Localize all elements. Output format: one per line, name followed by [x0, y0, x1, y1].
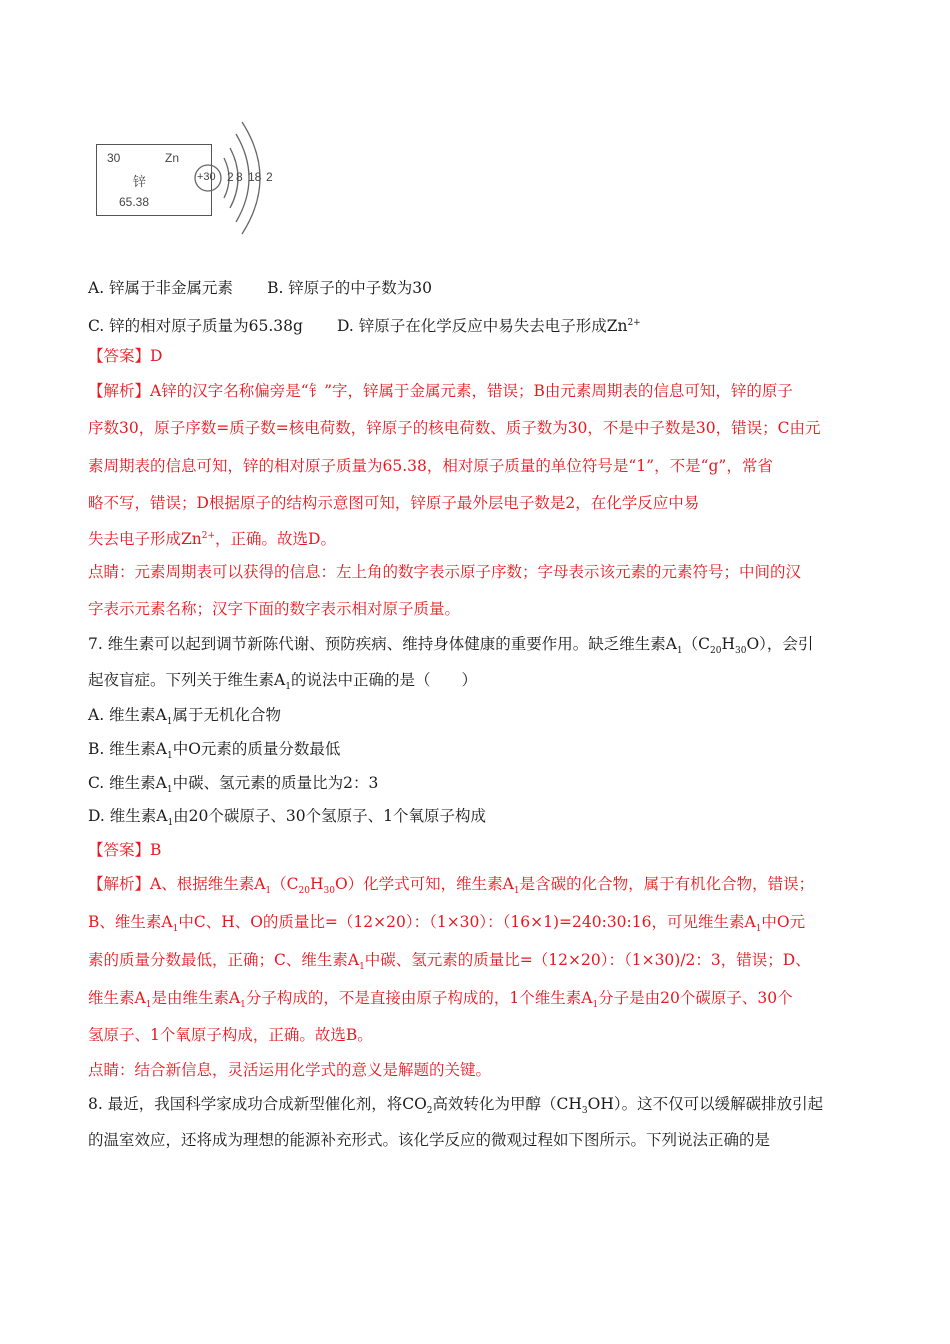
q7-answer: 【答案】B	[88, 841, 162, 859]
q7-analysis-line-2: B、维生素$A_1$中C、H、O的质量比=（12×20）：（1×30）：（16×1)=240:30:16，可见维生素$A_1$中O元	[88, 913, 806, 935]
q7-stem-line-1: 7. 维生素可以起到调节新陈代谢、预防疾病、维持身体健康的重要作用。缺乏维生素$A_1(C_{20}H_{30}O)$，会引	[88, 635, 814, 657]
q6-options-row-2: C. 锌的相对原子质量为65.38g D. 锌原子在化学反应中易失去电子形成$Zn^{2+}$	[88, 317, 641, 336]
q7-analysis-line-1: 【解析】A、根据维生素$A_1(C_{20}H_{30}O)$化学式可知，维生素$A_1$是含碳的化合物，属于有机化合物，错误；	[88, 875, 815, 897]
q6-analysis-line-5: 失去电子形成$Zn^{2+}$，正确。故选D。	[88, 530, 336, 549]
element-symbol: Zn	[165, 151, 180, 165]
shell-2-count: 8	[236, 170, 243, 184]
q7-stem-line-2: 起夜盲症。下列关于维生素$A_1$的说法中正确的是（ ）	[88, 671, 477, 693]
q7-option-c: C. 维生素$A_1$中碳、氢元素的质量比为2：3	[88, 774, 379, 796]
q7-option-a: A. 维生素$A_1$属于无机化合物	[88, 706, 281, 728]
q6-analysis-line-2: 序数30，原子序数=质子数=核电荷数，锌原子的核电荷数、质子数为30，不是中子数是30，错误；C由元	[88, 419, 821, 437]
q6-tip-line-2: 字表示元素名称；汉字下面的数字表示相对原子质量。	[88, 600, 461, 618]
q6-option-c: C. 锌的相对原子质量为65.38g	[88, 317, 303, 336]
q6-tip-line-1: 点睛：元素周期表可以获得的信息：左上角的数字表示原子序数；字母表示该元素的元素符号；中间的汉	[88, 563, 802, 581]
zinc-figure	[88, 112, 288, 242]
element-name: 锌	[133, 175, 147, 190]
q7-option-d: D. 维生素$A_1$由20个碳原子、30个氢原子、1个氧原子构成	[88, 807, 486, 829]
q8-stem-line-1: 8. 最近，我国科学家成功合成新型催化剂，将$CO_2$高效转化为甲醇$(CH_3OH)$。这不仅可以缓解碳排放引起	[88, 1095, 824, 1117]
q7-option-b: B. 维生素$A_1$中O元素的质量分数最低	[88, 740, 341, 762]
q6-option-a: A. 锌属于非金属元素	[88, 279, 234, 297]
q7-tip: 点睛：结合新信息，灵活运用化学式的意义是解题的关键。	[88, 1061, 492, 1079]
shell-4-count: 2	[266, 170, 273, 184]
q7-analysis-line-5: 氢原子、1个氧原子构成，正确。故选B。	[88, 1026, 373, 1044]
q6-option-d: D. 锌原子在化学反应中易失去电子形成Zn	[336, 317, 628, 336]
q8-stem-line-2: 的温室效应，还将成为理想的能源补充形式。该化学反应的微观过程如下图所示。下列说法正确的是	[88, 1131, 771, 1149]
q6-analysis-line-3: 素周期表的信息可知，锌的相对原子质量为65.38，相对原子质量的单位符号是“1”，不是“g”，常省	[88, 457, 773, 475]
shell-1-count: 2	[227, 170, 234, 184]
q6-option-b: B. 锌原子的中子数为30	[267, 279, 433, 297]
q6-options-row-1	[88, 278, 432, 298]
atomic-number: 30	[107, 151, 121, 165]
q6-analysis-line-1: 【解析】A锌的汉字名称偏旁是“钅”字，锌属于金属元素，错误；B由元素周期表的信息可知，锌的原子	[88, 382, 793, 400]
q7-analysis-line-4: 维生素$A_1$是由维生素$A_1$分子构成的，不是直接由原子构成的，1个维生素$A_1$分子是由20个碳原子、30个	[88, 989, 793, 1011]
q6-analysis-line-4: 略不写，错误；D根据原子的结构示意图可知，锌原子最外层电子数是2，在化学反应中易	[88, 494, 700, 512]
shell-3-count: 18	[248, 170, 262, 184]
nucleus-charge: +30	[197, 171, 216, 183]
q6-answer: 【答案】D	[88, 347, 163, 365]
atomic-mass: 65.38	[119, 195, 150, 209]
q7-analysis-line-3: 素的质量分数最低，正确；C、维生素$A_1$中碳、氢元素的质量比=（12×20）：（1×30)/2：3，错误；D、	[88, 951, 811, 973]
